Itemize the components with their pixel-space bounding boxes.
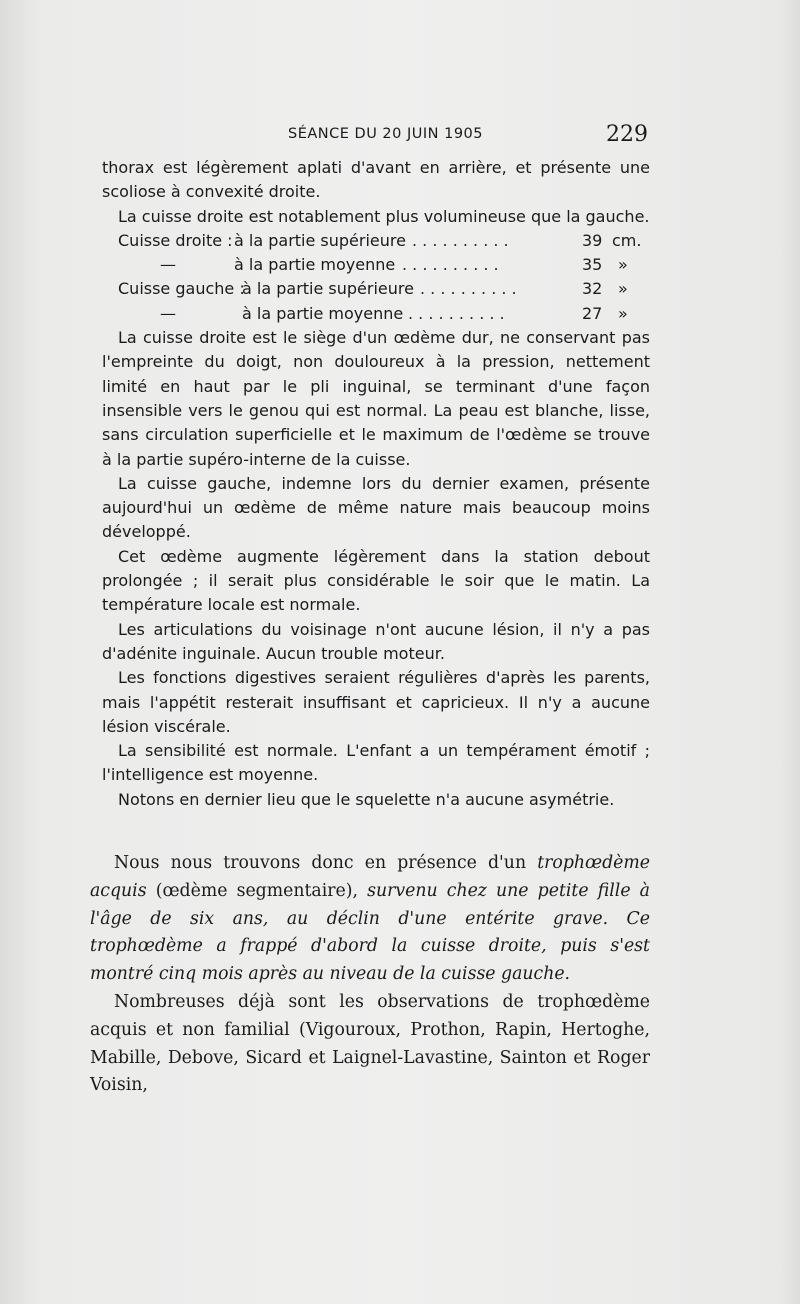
measurement-row xyxy=(102,302,650,326)
leader-dots: . . . . . . . . . . xyxy=(402,255,499,275)
paragraph-thorax: thorax est légèrement aplati d'avant en arrière, et présente une scoliose à convexité droite. xyxy=(102,158,650,202)
ditto-dash: — xyxy=(160,255,176,275)
measurement-value: 39 xyxy=(582,230,603,250)
measurement-unit: » xyxy=(618,279,628,299)
measurement-value: 32 xyxy=(582,279,603,299)
measurement-unit: » xyxy=(618,255,628,275)
conclusion-lead: Nous nous trouvons donc en présence d'un xyxy=(114,853,538,873)
measurement-value: 35 xyxy=(582,255,603,275)
conclusion-term: trophœdème acquis xyxy=(90,853,650,901)
measurement-location: à la partie moyenne xyxy=(234,255,396,275)
observation-text xyxy=(102,156,650,812)
page-header xyxy=(100,122,648,150)
running-head: SÉANCE DU 20 JUIN 1905 xyxy=(288,126,483,142)
measurement-location: à la partie supérieure xyxy=(234,230,406,250)
measurement-row xyxy=(102,253,650,277)
paragraph-fonctions-digestives: Les fonctions digestives seraient régulières d'après les parents, mais l'appétit resterait insuffisant et capricieux. Il n'y a aucune lésion viscérale. xyxy=(102,668,650,736)
measurement-row xyxy=(102,229,650,253)
conclusion-italic-summary: survenu chez une petite fille à l'âge de six ans, au déclin d'une entérite grave. Ce trophœdème a frappé d'abord la cuisse droite, puis s'est montré cinq mois après au niveau de la cuisse gauche. xyxy=(90,880,650,985)
measurement-location: à la partie supérieure xyxy=(242,279,414,299)
paragraph-articulations: Les articulations du voisinage n'ont aucune lésion, il n'y a pas d'adénite inguinale. Aucun trouble moteur. xyxy=(102,619,650,663)
measurement-value: 27 xyxy=(582,303,603,323)
measurement-row xyxy=(102,277,650,301)
measurement-location: à la partie moyenne xyxy=(242,303,404,323)
measurement-label: Cuisse droite : xyxy=(118,230,233,250)
paragraph-conclusion xyxy=(90,850,650,989)
paragraph-cuisse-droite: La cuisse droite est notablement plus volumineuse que la gauche. xyxy=(118,206,650,226)
measurement-unit: cm. xyxy=(612,230,642,250)
paragraph-squelette: Notons en dernier lieu que le squelette n'a aucune asymétrie. xyxy=(118,789,615,809)
ditto-dash: — xyxy=(160,303,176,323)
paragraph-cuisse-gauche: La cuisse gauche, indemne lors du dernier examen, présente aujourd'hui un œdème de même nature mais beaucoup moins développé. xyxy=(102,473,650,542)
paragraph-station-debout: Cet œdème augmente légèrement dans la station debout prolongée ; il serait plus considérable le soir que le matin. La température locale est normale. xyxy=(102,546,650,615)
conclusion-parenthetical: (œdème segmentaire), xyxy=(146,880,368,901)
leader-dots: . . . . . . . . . . xyxy=(420,279,517,299)
paragraph-observations: Nombreuses déjà sont les observations de trophœdème acquis et non familial (Vigouroux, Prothon, Rapin, Hertoghe, Mabille, Debove, Sicard et Laignel-Lavastine, Sainton et Roger Voisin, xyxy=(90,991,650,1096)
measurement-label: Cuisse gauche : xyxy=(118,279,245,299)
conclusion-text xyxy=(90,850,650,1100)
measurement-table xyxy=(102,229,650,326)
measurement-unit: » xyxy=(618,303,628,323)
paragraph-oedeme-droit: La cuisse droite est le siège d'un œdème dur, ne conservant pas l'empreinte du doigt, non douloureux à la pression, nettement limité en haut par le pli inguinal, se terminant d'une façon insensible vers le genou qui est normal. La peau est blanche, lisse, sans circulation superficielle et le maximum de l'œdème se trouve à la partie supéro-interne de la cuisse. xyxy=(102,328,650,469)
paragraph-sensibilite: La sensibilité est normale. L'enfant a un tempérament émotif ; l'intelligence est moyenne. xyxy=(102,741,650,785)
page-number: 229 xyxy=(606,122,648,147)
leader-dots: . . . . . . . . . . xyxy=(408,303,505,323)
leader-dots: . . . . . . . . . . xyxy=(412,230,509,250)
